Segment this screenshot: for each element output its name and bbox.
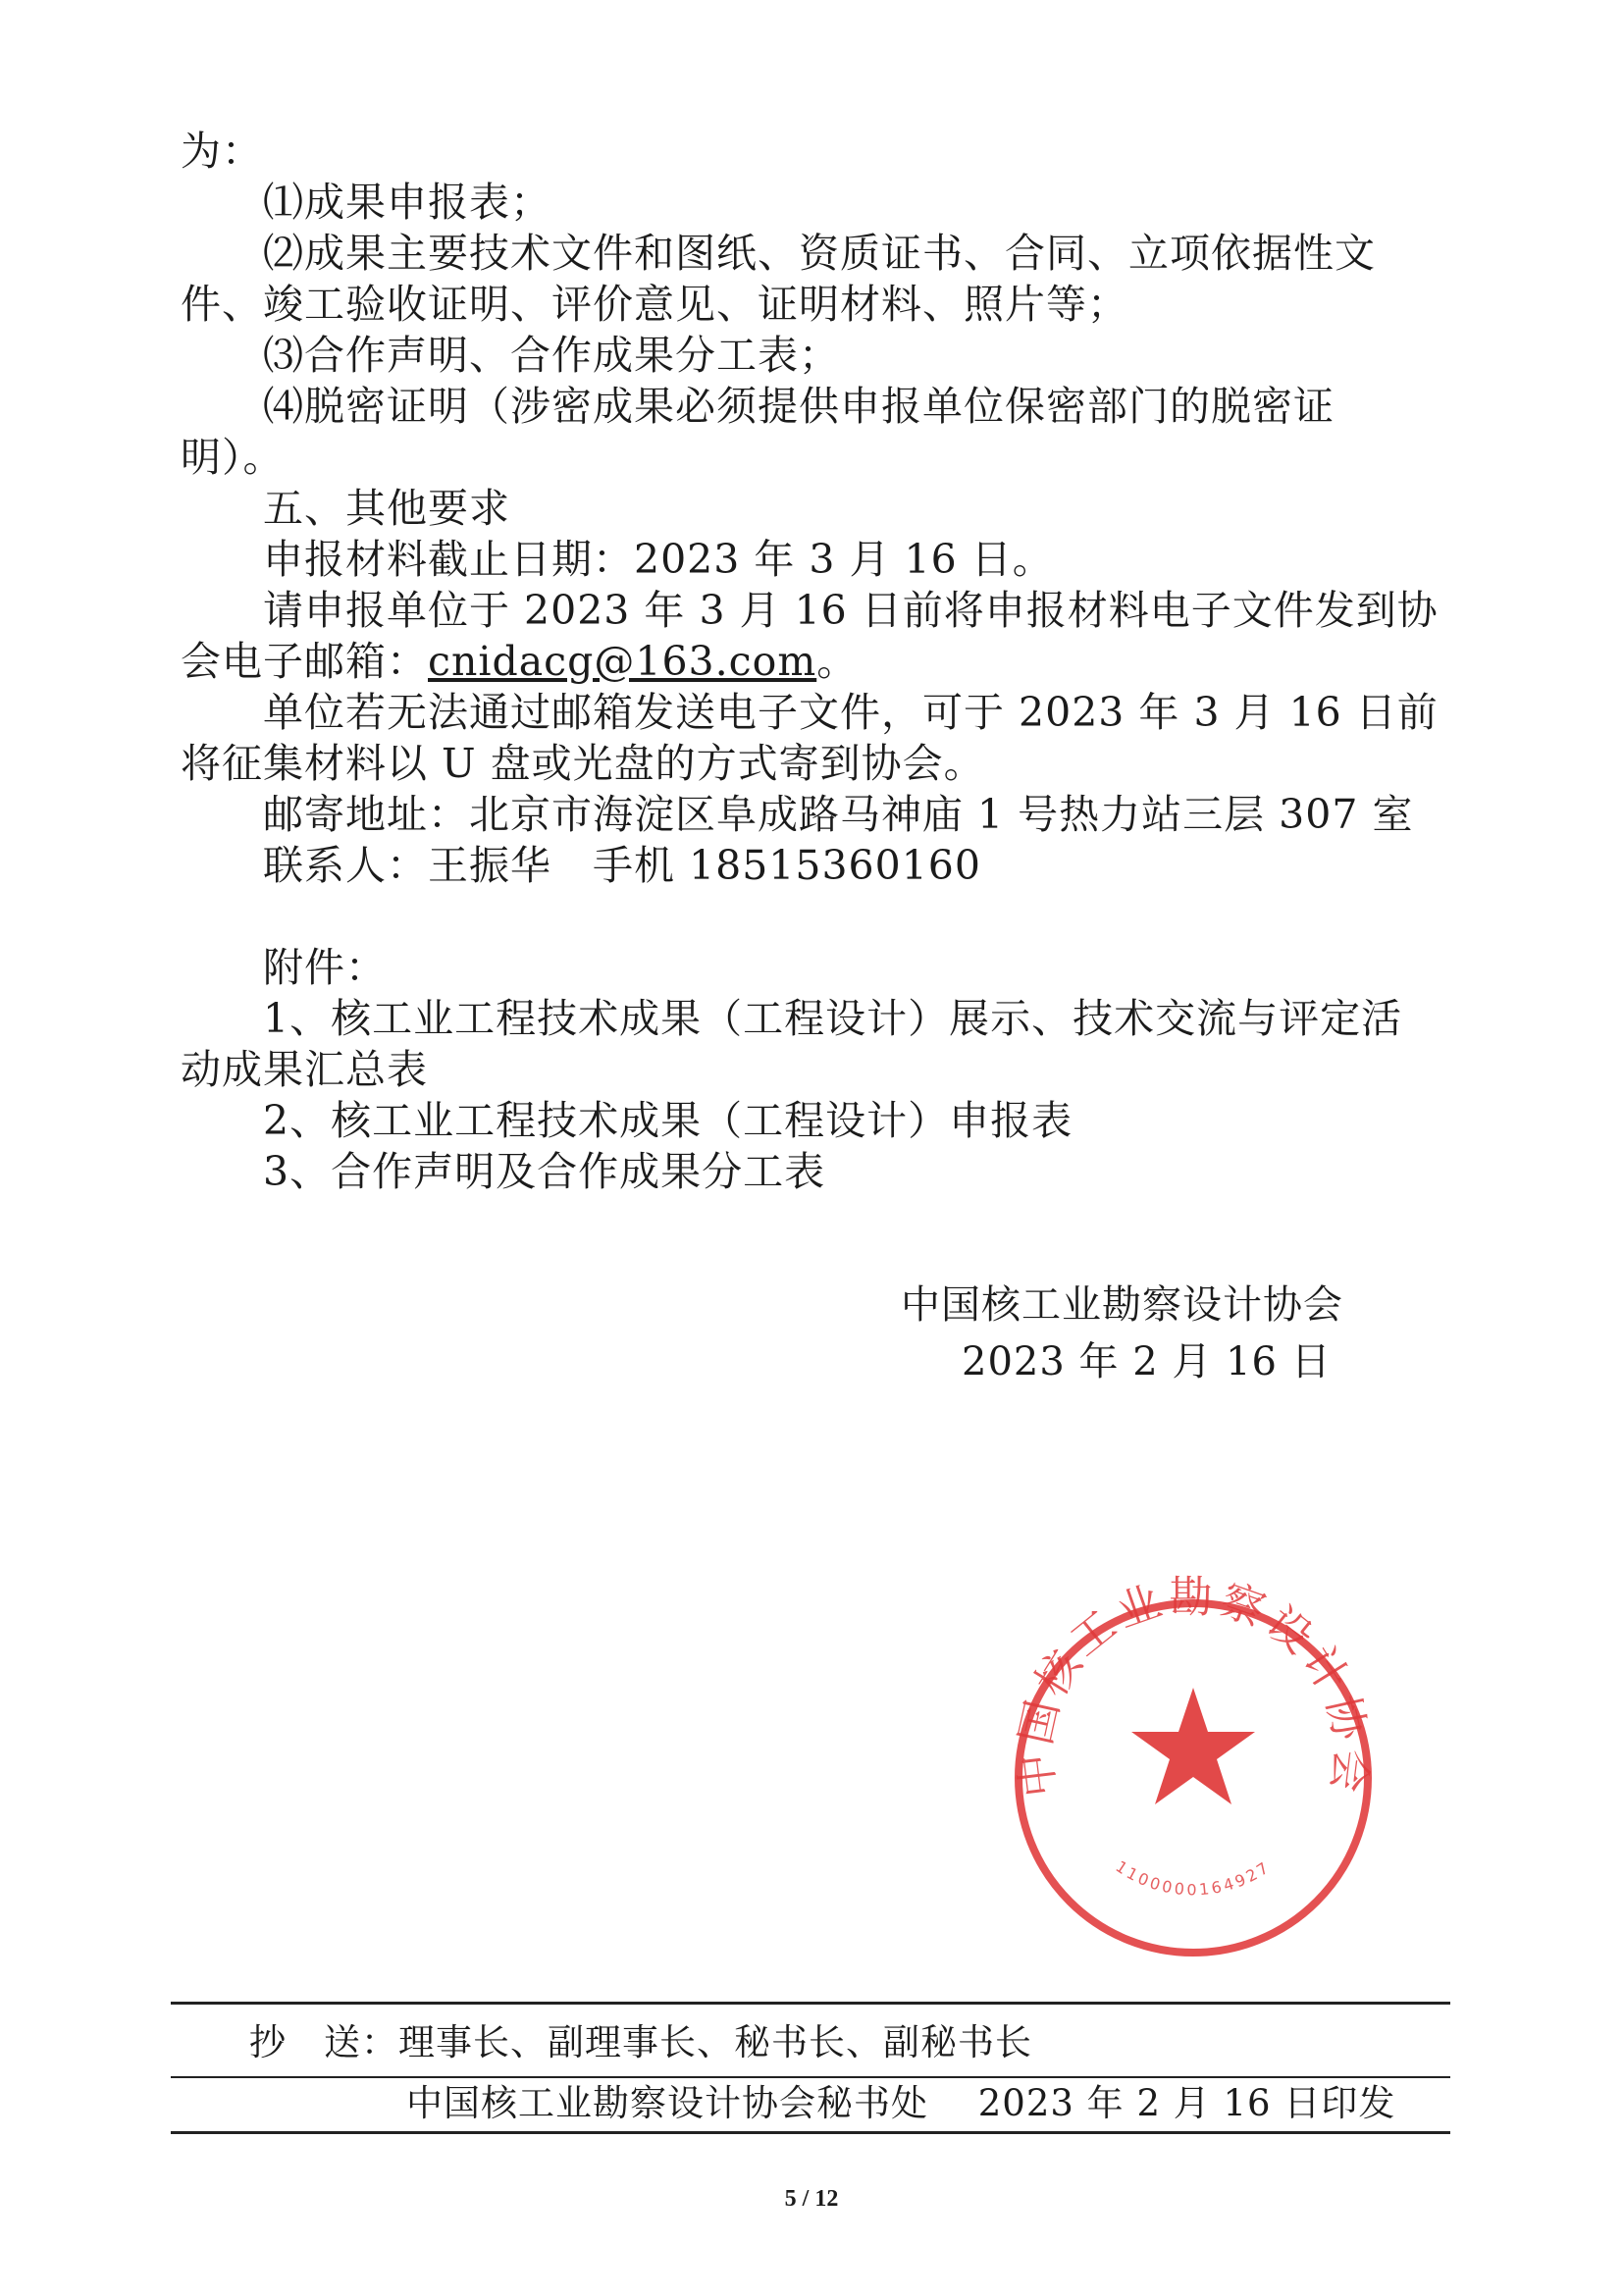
submission-line-1: 请申报单位于 2023 年 3 月 16 日前将申报材料电子文件发到协: [263, 587, 1439, 634]
text-line-1: 为：: [181, 128, 263, 175]
signature-date: 2023 年 2 月 16 日: [962, 1339, 1332, 1384]
signature-org: 中国核工业勘察设计协会: [901, 1282, 1343, 1328]
footer-rule-top: [171, 2002, 1450, 2005]
cc-line: 抄 送：理事长、副理事长、秘书长、副秘书长: [249, 2021, 1032, 2063]
seal-arc-text: 中国核工业勘察设计协会: [1010, 1572, 1377, 1800]
email-suffix: 。: [816, 638, 859, 685]
mail-line-1: 单位若无法通过邮箱发送电子文件，可于 2023 年 3 月 16 日前: [263, 689, 1439, 736]
page-number: 5 / 12: [784, 2186, 839, 2212]
list-item-2-line-2: 件、竣工验收证明、评价意见、证明材料、照片等；: [181, 281, 1128, 328]
list-item-3: ⑶合作声明、合作成果分工表；: [263, 332, 840, 379]
email-label: 会电子邮箱：: [181, 638, 428, 685]
issuer-line: 中国核工业勘察设计协会秘书处 2023 年 2 月 16 日印发: [406, 2082, 1396, 2124]
mailing-address: 邮寄地址：北京市海淀区阜成路马神庙 1 号热力站三层 307 室: [263, 791, 1414, 838]
footer-rule-bottom: [171, 2131, 1450, 2134]
attachment-item-1-line-1: 1、核工业工程技术成果（工程设计）展示、技术交流与评定活: [263, 995, 1403, 1042]
list-item-4-line-1: ⑷脱密证明（涉密成果必须提供申报单位保密部门的脱密证: [263, 383, 1335, 430]
list-item-1: ⑴成果申报表；: [263, 179, 551, 226]
section-heading: 五、其他要求: [263, 485, 510, 532]
contact-line: 联系人：王振华 手机 18515360160: [263, 842, 981, 889]
list-item-2-line-1: ⑵成果主要技术文件和图纸、资质证书、合同、立项依据性文: [263, 230, 1376, 277]
deadline-line: 申报材料截止日期：2023 年 3 月 16 日。: [263, 536, 1054, 583]
attachment-item-3: 3、合作声明及合作成果分工表: [263, 1148, 826, 1195]
attachment-item-2: 2、核工业工程技术成果（工程设计）申报表: [263, 1097, 1073, 1144]
submission-line-2: [181, 632, 858, 691]
attachment-item-1-line-2: 动成果汇总表: [181, 1046, 428, 1093]
seal-code: 1100000164927: [1112, 1856, 1275, 1900]
mail-line-2: 将征集材料以 U 盘或光盘的方式寄到协会。: [181, 740, 985, 787]
attachments-heading: 附件：: [263, 944, 387, 991]
seal-star-icon: [1131, 1688, 1255, 1804]
email-link[interactable]: cnidacg@163.com: [428, 638, 817, 685]
list-item-4-line-2: 明）。: [181, 434, 285, 481]
official-seal: [997, 1562, 1389, 1994]
